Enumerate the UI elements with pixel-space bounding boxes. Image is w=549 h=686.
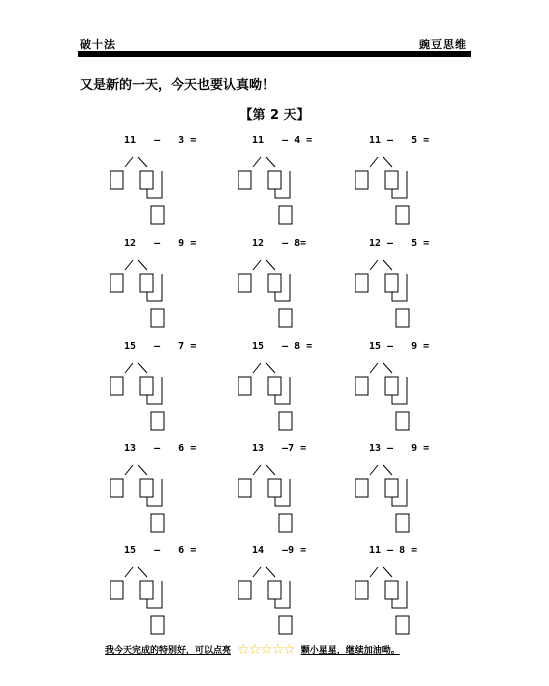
split-diagram [355,248,425,333]
split-diagram [355,145,425,230]
problem-equation: 14 –9 = [252,545,307,556]
problem-equation: 12 – 8= [252,238,307,249]
problem-equation: 11 – 5 = [369,135,430,146]
problem-2 [238,135,358,225]
split-diagram [355,555,425,640]
problem-equation: 15 – 7 = [124,341,197,352]
problem-equation: 12 – 9 = [124,238,197,249]
problem-15 [355,545,475,635]
problem-equation: 15 – 8 = [252,341,313,352]
split-diagram [110,351,180,436]
problem-5 [238,238,358,328]
split-diagram [110,555,180,640]
split-diagram [355,351,425,436]
problem-equation: 11 – 8 = [369,545,418,556]
problem-equation: 13 – 9 = [369,443,430,454]
split-diagram [238,145,308,230]
header-right-brand: 豌豆思维 [419,38,467,51]
problem-11 [238,443,358,533]
problem-1 [110,135,230,225]
header-rule [78,51,471,57]
split-diagram [110,248,180,333]
split-diagram [110,145,180,230]
problem-9 [355,341,475,431]
footer-text-after: 颗小星星，继续加油呦。 [300,646,400,656]
problem-3 [355,135,475,225]
split-diagram [238,555,308,640]
problem-10 [110,443,230,533]
footer-message [105,642,400,658]
problem-14 [238,545,358,635]
problem-equation: 11 – 4 = [252,135,313,146]
problem-8 [238,341,358,431]
problem-equation: 15 – 6 = [124,545,197,556]
problem-equation: 13 –7 = [252,443,307,454]
problem-4 [110,238,230,328]
star-rating-icon: ☆☆☆☆☆ [237,642,295,658]
problem-equation: 11 – 3 = [124,135,197,146]
problem-12 [355,443,475,533]
header-left-title: 破十法 [80,38,116,51]
problem-equation: 15 – 9 = [369,341,430,352]
intro-text: 又是新的一天，今天也要认真呦！ [80,78,276,93]
problem-equation: 13 – 6 = [124,443,197,454]
split-diagram [110,453,180,538]
footer-text-before: 我今天完成的特别好，可以点亮 [105,646,232,656]
split-diagram [238,248,308,333]
split-diagram [355,453,425,538]
day-title: 【第 2 天】 [239,108,310,123]
split-diagram [238,453,308,538]
problem-13 [110,545,230,635]
split-diagram [238,351,308,436]
problem-equation: 12 – 5 = [369,238,430,249]
problem-7 [110,341,230,431]
problem-6 [355,238,475,328]
